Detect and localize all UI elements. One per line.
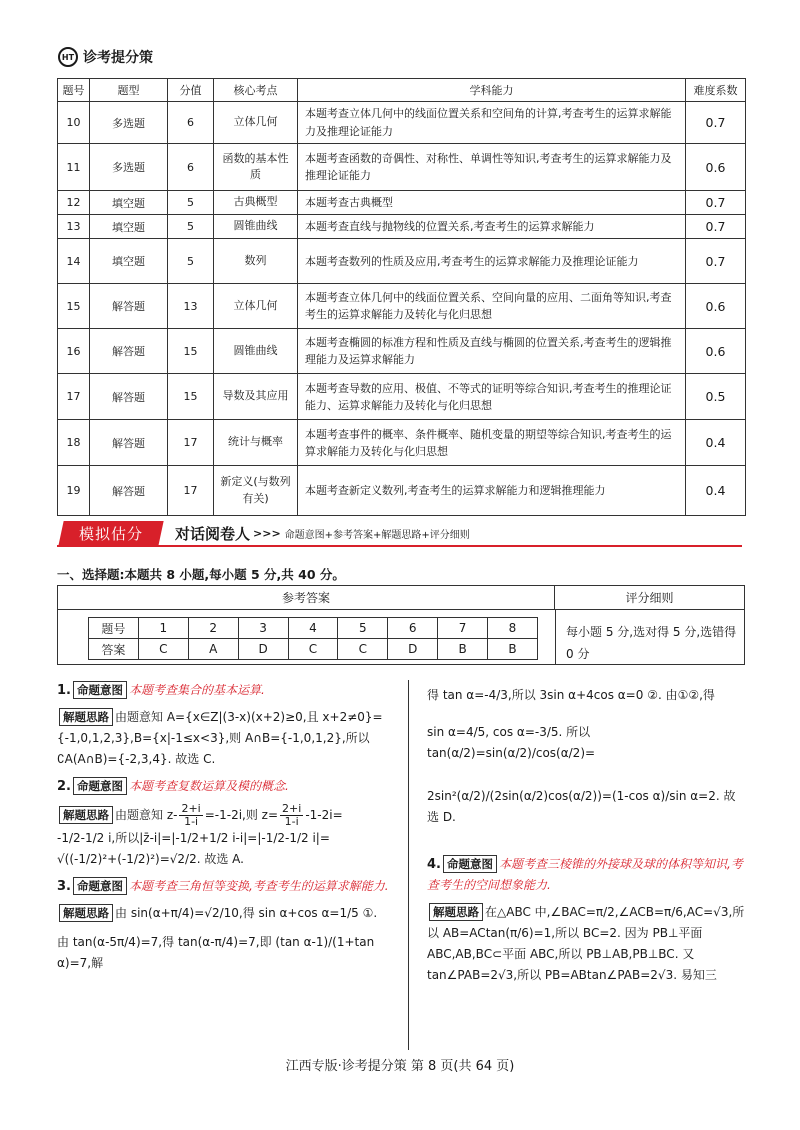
- question-number: 5: [338, 618, 388, 639]
- table-row: [58, 215, 746, 239]
- cell-ability: 本题考查立体几何中的线面位置关系、空间向量的应用、二面角等知识,考查考生的运算求解能力及转化与化归思想: [298, 284, 686, 329]
- q3-cont-line3: 2sin²(α/2)/(2sin(α/2)cos(α/2))=(1-cos α)/sin α=2. 故选 D.: [427, 789, 736, 824]
- banner-badge: [58, 521, 163, 546]
- question-number: 6: [388, 618, 438, 639]
- banner-title: 对话阅卷人: [175, 525, 251, 543]
- cell-type: 填空题: [90, 239, 168, 284]
- cell-score: 5: [168, 191, 214, 215]
- intent-tag: 命题意图: [73, 877, 127, 895]
- cell-difficulty: 0.5: [686, 374, 746, 420]
- q4-intent: [427, 854, 747, 896]
- q3-cont-line2: sin α=4/5, cos α=-3/5. 所以 tan(α/2)=sin(α/2)/cos(α/2)=: [427, 725, 596, 760]
- cell-point: 圆锥曲线: [214, 215, 298, 239]
- cell-type: 多选题: [90, 102, 168, 144]
- fraction-denominator: 1-i: [184, 815, 199, 829]
- cell-difficulty: 0.6: [686, 144, 746, 191]
- q1-number: 1.: [57, 683, 71, 698]
- cell-difficulty: 0.6: [686, 329, 746, 374]
- banner-subtitle: 命题意图+参考答案+解题思路+评分细则: [284, 530, 470, 541]
- question-number: 2: [188, 618, 238, 639]
- fraction-denominator: 1-i: [284, 815, 299, 829]
- answer-value-row: [89, 639, 538, 660]
- cell-ability: 本题考查导数的应用、极值、不等式的证明等综合知识,考查考生的推理论证能力、运算求解能力及转化与化归思想: [298, 374, 686, 420]
- q3-cont-line1: 得 tan α=-4/3,所以 3sin α+4cos α=0 ②. 由①②,得: [427, 688, 715, 702]
- question-number: 1: [138, 618, 188, 639]
- cell-point: 新定义(与数列有关): [214, 466, 298, 516]
- table-row: [58, 144, 746, 191]
- cell-no: 12: [58, 191, 90, 215]
- cell-score: 5: [168, 239, 214, 284]
- answer-value: D: [238, 639, 288, 660]
- q1-idea: [57, 707, 395, 770]
- answer-value: A: [188, 639, 238, 660]
- idea-tag: 解题思路: [429, 903, 483, 921]
- cell-type: 解答题: [90, 374, 168, 420]
- column-divider: [408, 680, 409, 1050]
- cell-point: 函数的基本性质: [214, 144, 298, 191]
- q2-intent: [57, 776, 395, 797]
- banner-arrows: >>>: [253, 527, 281, 540]
- q2-line2: -1/2-1/2 i,所以|z̄-i|=|-1/2+1/2 i-i|=|-1/2-1/2 i|=: [57, 831, 330, 846]
- cell-score: 13: [168, 284, 214, 329]
- cell-type: 解答题: [90, 420, 168, 466]
- cell-no: 13: [58, 215, 90, 239]
- cell-ability: 本题考查古典概型: [298, 191, 686, 215]
- cell-score: 5: [168, 215, 214, 239]
- table-header-row: [58, 79, 746, 102]
- q4-idea-text: 在△ABC 中,∠BAC=π/2,∠ACB=π/6,AC=√3,所以 AB=ACtan(π/6)=1,所以 BC=2. 因为 PB⊥平面 ABC,AB,BC⊂平面 ABC,所以 PB⊥AB,PB⊥BC. 又 tan∠PAB=2√3,所以 PB=ABtan∠PAB=2√3. 易知三: [427, 905, 745, 982]
- cell-point: 古典概型: [214, 191, 298, 215]
- question-number: 4: [288, 618, 338, 639]
- cell-difficulty: 0.7: [686, 191, 746, 215]
- ref-answer-title: 参考答案: [58, 586, 555, 610]
- q2-idea-b: =-1-2i,则 z=: [204, 808, 279, 823]
- col-header: 难度系数: [686, 79, 746, 102]
- cell-difficulty: 0.4: [686, 420, 746, 466]
- answer-value: C: [338, 639, 388, 660]
- cell-type: 填空题: [90, 191, 168, 215]
- q2-idea-a: 由题意知 z-: [115, 808, 178, 823]
- section-title: 一、选择题:本题共 8 小题,每小题 5 分,共 40 分。: [57, 567, 345, 582]
- q4-intent-text: 本题考查三棱锥的外接球及球的体积等知识,考查考生的空间想象能力.: [427, 857, 743, 892]
- question-number: 8: [488, 618, 538, 639]
- exam-spec-table: [57, 78, 746, 516]
- cell-difficulty: 0.7: [686, 215, 746, 239]
- cell-difficulty: 0.4: [686, 466, 746, 516]
- q3-idea-text: 由 sin(α+π/4)=√2/10,得 sin α+cos α=1/5 ①.: [115, 906, 378, 921]
- cell-type: 多选题: [90, 144, 168, 191]
- col-header: 题号: [58, 79, 90, 102]
- q2-idea: [57, 803, 395, 870]
- table-row: [58, 329, 746, 374]
- col-header: 学科能力: [298, 79, 686, 102]
- cell-ability: 本题考查数列的性质及应用,考查考生的运算求解能力及推理论证能力: [298, 239, 686, 284]
- question-number: 7: [438, 618, 488, 639]
- scoring-rule-title: 评分细则: [555, 586, 744, 610]
- idea-tag: 解题思路: [59, 708, 113, 726]
- q2-fraction: [280, 803, 303, 828]
- q3-number: 3.: [57, 879, 71, 895]
- cell-no: 16: [58, 329, 90, 374]
- idea-tag: 解题思路: [59, 806, 113, 824]
- table-row: [58, 102, 746, 144]
- cell-difficulty: 0.6: [686, 284, 746, 329]
- header-title: 诊考提分策: [83, 50, 153, 66]
- cell-point: 导数及其应用: [214, 374, 298, 420]
- q1-intent: [57, 680, 395, 701]
- cell-no: 14: [58, 239, 90, 284]
- row-label: 题号: [89, 618, 139, 639]
- cell-ability: 本题考查直线与抛物线的位置关系,考查考生的运算求解能力: [298, 215, 686, 239]
- cell-score: 15: [168, 329, 214, 374]
- q3-intent-text: 本题考查三角恒等变换,考查考生的运算求解能力.: [128, 879, 389, 894]
- cell-point: 数列: [214, 239, 298, 284]
- answer-value: C: [288, 639, 338, 660]
- question-number: 3: [238, 618, 288, 639]
- table-row: [58, 374, 746, 420]
- table-row: [58, 466, 746, 516]
- page-header: [58, 46, 153, 68]
- cell-no: 19: [58, 466, 90, 516]
- intent-tag: 命题意图: [73, 681, 127, 699]
- table-row: [58, 191, 746, 215]
- q3-intent: [57, 876, 395, 897]
- row-label: 答案: [89, 639, 139, 660]
- banner-badge-label: 模拟估分: [78, 525, 143, 543]
- q1-idea-text: 由题意知 A={x∈Z|(3-x)(x+2)≥0,且 x+2≠0}={-1,0,1,2,3},B={x|-1≤x<3},则 A∩B={-1,0,1,2},所以∁A(A∩B)={-2,3,4}. 故选 C.: [57, 710, 383, 766]
- table-row: [58, 239, 746, 284]
- answer-table: [88, 617, 538, 660]
- table-row: [58, 420, 746, 466]
- cell-ability: 本题考查事件的概率、条件概率、随机变量的期望等综合知识,考查考生的运算求解能力及转化与化归思想: [298, 420, 686, 466]
- cell-no: 11: [58, 144, 90, 191]
- cell-no: 10: [58, 102, 90, 144]
- answer-value: C: [138, 639, 188, 660]
- cell-ability: 本题考查新定义数列,考查考生的运算求解能力和逻辑推理能力: [298, 466, 686, 516]
- cell-type: 解答题: [90, 329, 168, 374]
- scoring-rule-text: 每小题 5 分,选对得 5 分,选错得 0 分: [566, 625, 737, 661]
- cell-point: 统计与概率: [214, 420, 298, 466]
- q2-line3: √((-1/2)²+(-1/2)²)=√2/2. 故选 A.: [57, 852, 244, 867]
- q2-fraction: [179, 803, 202, 828]
- q2-number: 2.: [57, 779, 71, 794]
- cell-score: 17: [168, 420, 214, 466]
- page-footer: 江西专版·诊考提分策 第 8 页(共 64 页): [285, 1059, 515, 1074]
- box-divider: [555, 610, 556, 665]
- table-row: [58, 284, 746, 329]
- q3-line2: 由 tan(α-5π/4)=7,得 tan(α-π/4)=7,即 (tan α-1)/(1+tan α)=7,解: [57, 935, 375, 971]
- section-banner: [57, 522, 742, 547]
- q4-idea: [427, 902, 747, 986]
- cell-point: 圆锥曲线: [214, 329, 298, 374]
- cell-ability: 本题考查立体几何中的线面位置关系和空间角的计算,考查考生的运算求解能力及推理论证能力: [298, 102, 686, 144]
- idea-tag: 解题思路: [59, 904, 113, 922]
- cell-no: 18: [58, 420, 90, 466]
- col-header: 分值: [168, 79, 214, 102]
- cell-no: 17: [58, 374, 90, 420]
- answer-value: D: [388, 639, 438, 660]
- intent-tag: 命题意图: [73, 777, 127, 795]
- cell-ability: 本题考查椭圆的标准方程和性质及直线与椭圆的位置关系,考查考生的逻辑推理能力及运算求解能力: [298, 329, 686, 374]
- cell-difficulty: 0.7: [686, 102, 746, 144]
- q3-idea: [57, 903, 395, 974]
- cell-point: 立体几何: [214, 284, 298, 329]
- fraction-numerator: 2+i: [181, 802, 201, 815]
- solutions-right-column: [427, 685, 747, 992]
- brand-logo-icon: HT: [58, 47, 78, 67]
- intent-tag: 命题意图: [443, 855, 497, 873]
- cell-type: 填空题: [90, 215, 168, 239]
- q1-intent-text: 本题考查集合的基本运算.: [128, 683, 265, 697]
- cell-score: 6: [168, 102, 214, 144]
- cell-ability: 本题考查函数的奇偶性、对称性、单调性等知识,考查考生的运算求解能力及推理论证能力: [298, 144, 686, 191]
- cell-point: 立体几何: [214, 102, 298, 144]
- col-header: 核心考点: [214, 79, 298, 102]
- answer-value: B: [488, 639, 538, 660]
- cell-type: 解答题: [90, 466, 168, 516]
- cell-type: 解答题: [90, 284, 168, 329]
- cell-score: 6: [168, 144, 214, 191]
- q4-number: 4.: [427, 857, 441, 872]
- answer-number-row: [89, 618, 538, 639]
- cell-score: 17: [168, 466, 214, 516]
- cell-no: 15: [58, 284, 90, 329]
- q2-idea-c: -1-2i=: [305, 808, 343, 823]
- fraction-numerator: 2+i: [282, 802, 302, 815]
- answer-box: [57, 585, 745, 665]
- cell-score: 15: [168, 374, 214, 420]
- q2-intent-text: 本题考查复数运算及模的概念.: [128, 779, 289, 793]
- answer-value: B: [438, 639, 488, 660]
- col-header: 题型: [90, 79, 168, 102]
- solutions-left-column: [57, 680, 395, 980]
- cell-difficulty: 0.7: [686, 239, 746, 284]
